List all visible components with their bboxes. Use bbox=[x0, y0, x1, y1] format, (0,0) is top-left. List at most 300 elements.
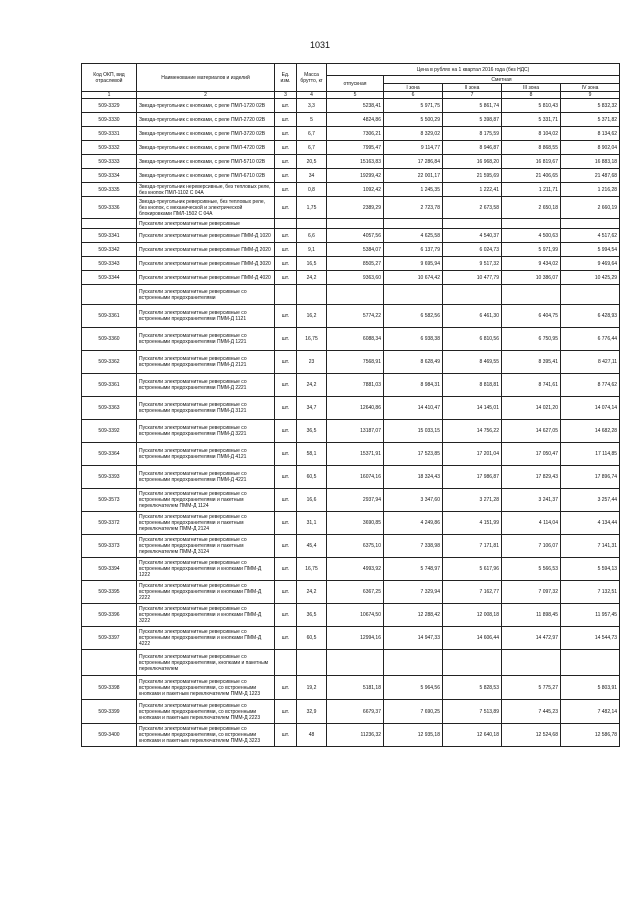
row-mass: 34 bbox=[297, 169, 327, 183]
row-price-zone2: 21 595,69 bbox=[443, 169, 502, 183]
row-price-zone2: 8 818,81 bbox=[443, 374, 502, 397]
row-price-zone3: 1 211,71 bbox=[502, 183, 561, 197]
table-row bbox=[82, 229, 620, 243]
row-price-zone1: 5 964,56 bbox=[384, 676, 443, 700]
row-price-zone2: 14 756,22 bbox=[443, 420, 502, 443]
row-price-release: 13187,07 bbox=[327, 420, 384, 443]
col-header-zone1: I зона bbox=[384, 84, 443, 92]
row-code bbox=[82, 650, 137, 676]
row-price-zone4: 11 957,45 bbox=[561, 604, 620, 627]
row-price-zone4 bbox=[561, 650, 620, 676]
row-name: Пускатели электромагнитные реверсивные ПММ-Д 3020 bbox=[137, 257, 275, 271]
row-unit: шт. bbox=[275, 155, 297, 169]
row-mass: 31,1 bbox=[297, 512, 327, 535]
row-price-release: 5238,41 bbox=[327, 99, 384, 113]
row-code: 509-3362 bbox=[82, 351, 137, 374]
row-mass: 20,5 bbox=[297, 155, 327, 169]
col-header-zone4: IV зона bbox=[561, 84, 620, 92]
row-price-zone1 bbox=[384, 285, 443, 305]
row-price-zone3: 17 829,43 bbox=[502, 466, 561, 489]
row-code bbox=[82, 219, 137, 229]
row-code: 509-3395 bbox=[82, 581, 137, 604]
row-unit: шт. bbox=[275, 558, 297, 581]
row-price-zone4: 5 594,13 bbox=[561, 558, 620, 581]
row-mass: 36,5 bbox=[297, 604, 327, 627]
row-price-zone3: 6 404,75 bbox=[502, 305, 561, 328]
col-number: 2 bbox=[137, 92, 275, 99]
row-price-zone2: 4 151,99 bbox=[443, 512, 502, 535]
row-mass: 48 bbox=[297, 724, 327, 747]
row-mass: 16,75 bbox=[297, 558, 327, 581]
row-name: Пускатели электромагнитные реверсивные со встроенными предохранителями и кнопками ПММ-Д 3222 bbox=[137, 604, 275, 627]
table-row bbox=[82, 420, 620, 443]
row-name: Пускатели электромагнитные реверсивные со встроенными предохранителями bbox=[137, 285, 275, 305]
table-row bbox=[82, 581, 620, 604]
row-price-zone3: 7 097,32 bbox=[502, 581, 561, 604]
row-mass: 3,3 bbox=[297, 99, 327, 113]
row-price-release: 11236,32 bbox=[327, 724, 384, 747]
row-mass bbox=[297, 650, 327, 676]
row-code: 509-3393 bbox=[82, 466, 137, 489]
table-row bbox=[82, 99, 620, 113]
row-code: 509-3373 bbox=[82, 535, 137, 558]
row-price-zone1: 12 935,18 bbox=[384, 724, 443, 747]
row-unit: шт. bbox=[275, 489, 297, 512]
row-unit: шт. bbox=[275, 420, 297, 443]
row-price-zone3: 3 241,37 bbox=[502, 489, 561, 512]
row-price-release: 2389,29 bbox=[327, 197, 384, 219]
row-price-zone4: 7 141,31 bbox=[561, 535, 620, 558]
row-price-release bbox=[327, 219, 384, 229]
row-price-zone1: 14 947,33 bbox=[384, 627, 443, 650]
row-price-release: 10674,50 bbox=[327, 604, 384, 627]
row-code: 509-3398 bbox=[82, 676, 137, 700]
row-price-zone4: 4 134,44 bbox=[561, 512, 620, 535]
row-unit: шт. bbox=[275, 512, 297, 535]
row-name: Пускатели электромагнитные реверсивные со встроенными предохранителями и кнопками ПММ-Д 2222 bbox=[137, 581, 275, 604]
row-name: Пускатели электромагнитные реверсивные со встроенными предохранителями и кнопками ПММ-Д 1222 bbox=[137, 558, 275, 581]
row-price-zone1: 5 500,29 bbox=[384, 113, 443, 127]
row-price-zone1: 12 288,42 bbox=[384, 604, 443, 627]
row-code: 509-3360 bbox=[82, 328, 137, 351]
table-row bbox=[82, 113, 620, 127]
row-price-zone3: 12 524,68 bbox=[502, 724, 561, 747]
row-price-release: 2937,94 bbox=[327, 489, 384, 512]
row-price-zone2: 9 517,32 bbox=[443, 257, 502, 271]
table-row bbox=[82, 489, 620, 512]
section-row bbox=[82, 650, 620, 676]
row-unit: шт. bbox=[275, 627, 297, 650]
row-price-zone4: 14 682,28 bbox=[561, 420, 620, 443]
row-unit: шт. bbox=[275, 271, 297, 285]
table-row bbox=[82, 197, 620, 219]
row-code: 509-3361 bbox=[82, 305, 137, 328]
row-unit: шт. bbox=[275, 99, 297, 113]
row-price-zone1: 4 625,58 bbox=[384, 229, 443, 243]
row-unit: шт. bbox=[275, 700, 297, 724]
col-number: 6 bbox=[384, 92, 443, 99]
row-price-zone3: 2 650,18 bbox=[502, 197, 561, 219]
row-name: Пускатели электромагнитные реверсивные bbox=[137, 219, 275, 229]
row-name: Пускатели электромагнитные реверсивные со встроенными предохранителями ПММ-Д 2221 bbox=[137, 374, 275, 397]
table-body bbox=[82, 99, 620, 747]
row-price-zone2: 14 606,44 bbox=[443, 627, 502, 650]
row-unit: шт. bbox=[275, 397, 297, 420]
col-number: 1 bbox=[82, 92, 137, 99]
row-name: Пускатели электромагнитные реверсивные со встроенными предохранителями, кнопками и пакетным переключателем bbox=[137, 650, 275, 676]
row-price-zone3: 8 104,02 bbox=[502, 127, 561, 141]
row-price-zone4: 12 586,78 bbox=[561, 724, 620, 747]
row-name: Звезда-треугольник с кнопками, с реле ПМЛ-1720 02В bbox=[137, 99, 275, 113]
row-price-release: 4057,56 bbox=[327, 229, 384, 243]
col-header-name: Наименование материалов и изделий bbox=[137, 64, 275, 92]
row-name: Пускатели электромагнитные реверсивные со встроенными предохранителями и пакетным переключателем ПММ-Д 1124 bbox=[137, 489, 275, 512]
row-name: Пускатели электромагнитные реверсивные ПММ-Д 4020 bbox=[137, 271, 275, 285]
row-price-zone2: 1 222,41 bbox=[443, 183, 502, 197]
row-price-zone2: 8 946,87 bbox=[443, 141, 502, 155]
row-price-release: 6375,10 bbox=[327, 535, 384, 558]
row-mass: 16,75 bbox=[297, 328, 327, 351]
row-mass: 60,5 bbox=[297, 466, 327, 489]
row-price-zone2: 7 171,81 bbox=[443, 535, 502, 558]
row-price-release: 4993,92 bbox=[327, 558, 384, 581]
row-price-zone1: 7 690,25 bbox=[384, 700, 443, 724]
table-row bbox=[82, 512, 620, 535]
row-price-zone1 bbox=[384, 219, 443, 229]
row-price-zone3: 9 434,02 bbox=[502, 257, 561, 271]
table-row bbox=[82, 305, 620, 328]
row-price-release bbox=[327, 650, 384, 676]
row-name: Пускатели электромагнитные реверсивные со встроенными предохранителями, со встроенными кнопками и пакетным переключателем ПММ-Д 2223 bbox=[137, 700, 275, 724]
row-unit: шт. bbox=[275, 113, 297, 127]
row-price-release: 1092,42 bbox=[327, 183, 384, 197]
row-price-zone2: 6 024,73 bbox=[443, 243, 502, 257]
row-code: 509-3336 bbox=[82, 197, 137, 219]
row-price-zone3: 14 021,20 bbox=[502, 397, 561, 420]
row-mass: 6,7 bbox=[297, 127, 327, 141]
row-price-zone1: 15 033,15 bbox=[384, 420, 443, 443]
row-name: Пускатели электромагнитные реверсивные со встроенными предохранителями ПММ-Д 3221 bbox=[137, 420, 275, 443]
row-unit bbox=[275, 285, 297, 305]
row-name: Звезда-треугольник с кнопками, с реле ПМЛ-4720 02В bbox=[137, 141, 275, 155]
row-price-zone1: 9 114,77 bbox=[384, 141, 443, 155]
row-price-zone1: 8 984,31 bbox=[384, 374, 443, 397]
row-price-release bbox=[327, 285, 384, 305]
row-unit: шт. bbox=[275, 351, 297, 374]
row-unit: шт. bbox=[275, 257, 297, 271]
row-price-zone4: 3 257,44 bbox=[561, 489, 620, 512]
col-number: 8 bbox=[502, 92, 561, 99]
row-price-zone2: 6 810,56 bbox=[443, 328, 502, 351]
row-price-zone1: 7 329,94 bbox=[384, 581, 443, 604]
table-row bbox=[82, 328, 620, 351]
row-unit: шт. bbox=[275, 604, 297, 627]
col-header-mass: Масса брутто, кг bbox=[297, 64, 327, 92]
row-price-zone4: 6 776,44 bbox=[561, 328, 620, 351]
row-price-zone2 bbox=[443, 285, 502, 305]
row-price-zone4: 21 487,68 bbox=[561, 169, 620, 183]
row-mass: 24,2 bbox=[297, 581, 327, 604]
row-price-zone3: 14 627,05 bbox=[502, 420, 561, 443]
row-unit: шт. bbox=[275, 374, 297, 397]
row-price-zone2: 12 640,18 bbox=[443, 724, 502, 747]
row-code: 509-3396 bbox=[82, 604, 137, 627]
row-price-zone3: 16 819,67 bbox=[502, 155, 561, 169]
row-unit: шт. bbox=[275, 535, 297, 558]
row-price-zone2: 10 477,79 bbox=[443, 271, 502, 285]
row-price-release: 8505,27 bbox=[327, 257, 384, 271]
row-price-zone1: 22 001,17 bbox=[384, 169, 443, 183]
row-price-zone1: 1 245,35 bbox=[384, 183, 443, 197]
row-mass: 1,75 bbox=[297, 197, 327, 219]
row-mass: 60,5 bbox=[297, 627, 327, 650]
row-name: Звезда-треугольник реверсивные, без тепловых реле, без кнопок, с механической и электрической блокировками ПМЛ-1502 С 04А bbox=[137, 197, 275, 219]
page-number: 1031 bbox=[309, 40, 331, 50]
row-code bbox=[82, 285, 137, 305]
row-mass: 32,9 bbox=[297, 700, 327, 724]
row-price-release: 19299,42 bbox=[327, 169, 384, 183]
row-price-zone4 bbox=[561, 285, 620, 305]
row-price-release: 12994,16 bbox=[327, 627, 384, 650]
row-price-zone2: 16 968,20 bbox=[443, 155, 502, 169]
table-row bbox=[82, 604, 620, 627]
row-price-zone4: 17 114,85 bbox=[561, 443, 620, 466]
row-name: Звезда-треугольник с кнопками, с реле ПМЛ-2720 02В bbox=[137, 113, 275, 127]
row-price-zone3: 11 898,45 bbox=[502, 604, 561, 627]
table-row bbox=[82, 141, 620, 155]
row-price-zone2: 4 540,37 bbox=[443, 229, 502, 243]
row-price-zone3: 5 971,99 bbox=[502, 243, 561, 257]
row-mass: 45,4 bbox=[297, 535, 327, 558]
row-name: Пускатели электромагнитные реверсивные со встроенными предохранителями ПММ-Д 4221 bbox=[137, 466, 275, 489]
row-price-release: 7881,03 bbox=[327, 374, 384, 397]
row-price-zone2 bbox=[443, 219, 502, 229]
row-name: Пускатели электромагнитные реверсивные со встроенными предохранителями ПММ-Д 1121 bbox=[137, 305, 275, 328]
row-code: 509-3343 bbox=[82, 257, 137, 271]
row-unit bbox=[275, 219, 297, 229]
row-price-zone4: 16 883,18 bbox=[561, 155, 620, 169]
col-number: 7 bbox=[443, 92, 502, 99]
col-header-zone3: III зона bbox=[502, 84, 561, 92]
row-mass: 6,7 bbox=[297, 141, 327, 155]
row-mass: 24,2 bbox=[297, 374, 327, 397]
row-price-zone4: 9 469,64 bbox=[561, 257, 620, 271]
row-price-zone1: 14 410,47 bbox=[384, 397, 443, 420]
row-mass: 58,1 bbox=[297, 443, 327, 466]
row-price-zone4: 14 074,14 bbox=[561, 397, 620, 420]
row-code: 509-3334 bbox=[82, 169, 137, 183]
row-code: 509-3332 bbox=[82, 141, 137, 155]
row-price-zone4: 8 902,04 bbox=[561, 141, 620, 155]
row-name: Пускатели электромагнитные реверсивные со встроенными предохранителями, со встроенными кнопками и пакетным переключателем ПММ-Д 1223 bbox=[137, 676, 275, 700]
row-price-zone1: 9 695,94 bbox=[384, 257, 443, 271]
row-code: 509-3392 bbox=[82, 420, 137, 443]
row-mass: 6,6 bbox=[297, 229, 327, 243]
row-unit: шт. bbox=[275, 581, 297, 604]
price-table bbox=[81, 63, 620, 747]
row-price-zone2: 5 828,53 bbox=[443, 676, 502, 700]
row-unit: шт. bbox=[275, 141, 297, 155]
row-price-release: 6367,25 bbox=[327, 581, 384, 604]
col-header-zone2: II зона bbox=[443, 84, 502, 92]
row-name: Пускатели электромагнитные реверсивные со встроенными предохранителями и кнопками ПММ-Д 4222 bbox=[137, 627, 275, 650]
row-price-zone1: 8 329,02 bbox=[384, 127, 443, 141]
row-price-zone2: 8 175,59 bbox=[443, 127, 502, 141]
row-unit: шт. bbox=[275, 229, 297, 243]
row-price-zone2: 17 201,04 bbox=[443, 443, 502, 466]
col-number: 4 bbox=[297, 92, 327, 99]
col-header-unit: Ед. изм. bbox=[275, 64, 297, 92]
row-price-zone2: 5 861,74 bbox=[443, 99, 502, 113]
row-price-zone2 bbox=[443, 650, 502, 676]
row-price-zone3: 7 445,23 bbox=[502, 700, 561, 724]
row-name: Звезда-треугольник с кнопками, с реле ПМЛ-3720 02В bbox=[137, 127, 275, 141]
row-mass: 16,5 bbox=[297, 257, 327, 271]
row-code: 509-3399 bbox=[82, 700, 137, 724]
row-price-zone3: 5 566,53 bbox=[502, 558, 561, 581]
row-price-zone4: 10 425,29 bbox=[561, 271, 620, 285]
row-price-zone4: 8 134,62 bbox=[561, 127, 620, 141]
row-code: 509-3394 bbox=[82, 558, 137, 581]
row-price-zone4 bbox=[561, 219, 620, 229]
row-price-zone4: 4 517,62 bbox=[561, 229, 620, 243]
row-mass bbox=[297, 285, 327, 305]
row-price-zone2: 5 617,96 bbox=[443, 558, 502, 581]
table-row bbox=[82, 535, 620, 558]
row-price-zone3: 14 472,97 bbox=[502, 627, 561, 650]
row-name: Пускатели электромагнитные реверсивные со встроенными предохранителями ПММ-Д 3121 bbox=[137, 397, 275, 420]
row-price-zone3: 10 386,07 bbox=[502, 271, 561, 285]
row-name: Пускатели электромагнитные реверсивные со встроенными предохранителями и пакетным переключателем ПММ-Д 2124 bbox=[137, 512, 275, 535]
row-code: 509-3400 bbox=[82, 724, 137, 747]
row-price-zone3: 6 750,95 bbox=[502, 328, 561, 351]
row-name: Пускатели электромагнитные реверсивные со встроенными предохранителями ПММ-Д 2121 bbox=[137, 351, 275, 374]
row-mass: 23 bbox=[297, 351, 327, 374]
row-price-zone4: 14 544,73 bbox=[561, 627, 620, 650]
row-price-zone3 bbox=[502, 285, 561, 305]
row-price-zone4: 5 994,54 bbox=[561, 243, 620, 257]
row-price-zone1: 18 324,43 bbox=[384, 466, 443, 489]
row-price-zone2: 7 162,77 bbox=[443, 581, 502, 604]
table-row bbox=[82, 676, 620, 700]
row-mass: 0,8 bbox=[297, 183, 327, 197]
row-price-zone3: 8 395,41 bbox=[502, 351, 561, 374]
row-unit bbox=[275, 650, 297, 676]
row-code: 509-3364 bbox=[82, 443, 137, 466]
row-price-zone4: 17 896,74 bbox=[561, 466, 620, 489]
row-price-zone3: 5 775,27 bbox=[502, 676, 561, 700]
table-row bbox=[82, 397, 620, 420]
row-price-zone2: 12 008,18 bbox=[443, 604, 502, 627]
table-row bbox=[82, 700, 620, 724]
row-name: Пускатели электромагнитные реверсивные со встроенными предохранителями, со встроенными кнопками и пакетным переключателем ПММ-Д 3223 bbox=[137, 724, 275, 747]
row-name: Пускатели электромагнитные реверсивные со встроенными предохранителями ПММ-Д 4121 bbox=[137, 443, 275, 466]
row-price-zone1: 3 347,60 bbox=[384, 489, 443, 512]
row-mass: 34,7 bbox=[297, 397, 327, 420]
row-price-zone4: 8 774,62 bbox=[561, 374, 620, 397]
row-name: Звезда-треугольник с кнопками, с реле ПМЛ-5710 02В bbox=[137, 155, 275, 169]
row-price-zone2: 17 986,87 bbox=[443, 466, 502, 489]
row-code: 509-3330 bbox=[82, 113, 137, 127]
col-header-estimate: Сметная bbox=[384, 76, 620, 84]
row-unit: шт. bbox=[275, 305, 297, 328]
row-price-zone1: 8 628,49 bbox=[384, 351, 443, 374]
row-unit: шт. bbox=[275, 466, 297, 489]
row-price-release: 7306,21 bbox=[327, 127, 384, 141]
row-price-zone4: 5 832,32 bbox=[561, 99, 620, 113]
row-code: 509-3372 bbox=[82, 512, 137, 535]
row-code: 509-3363 bbox=[82, 397, 137, 420]
row-mass: 16,6 bbox=[297, 489, 327, 512]
row-price-zone2: 5 398,87 bbox=[443, 113, 502, 127]
row-price-zone4: 1 216,28 bbox=[561, 183, 620, 197]
row-name: Пускатели электромагнитные реверсивные ПММ-Д 1020 bbox=[137, 229, 275, 243]
row-price-release: 3690,85 bbox=[327, 512, 384, 535]
row-price-zone3: 7 106,07 bbox=[502, 535, 561, 558]
row-price-zone3: 8 741,61 bbox=[502, 374, 561, 397]
row-price-zone2: 2 673,58 bbox=[443, 197, 502, 219]
row-price-zone3 bbox=[502, 650, 561, 676]
row-mass: 19,2 bbox=[297, 676, 327, 700]
row-price-zone1: 6 137,79 bbox=[384, 243, 443, 257]
row-unit: шт. bbox=[275, 183, 297, 197]
row-price-zone4: 8 427,11 bbox=[561, 351, 620, 374]
row-price-zone3: 17 050,47 bbox=[502, 443, 561, 466]
table-row bbox=[82, 466, 620, 489]
row-unit: шт. bbox=[275, 243, 297, 257]
row-name: Звезда-треугольник с кнопками, с реле ПМЛ-6710 02В bbox=[137, 169, 275, 183]
col-header-price-group: Цена в рублях на 1 квартал 2016 года (без НДС) bbox=[327, 64, 620, 76]
row-price-zone1: 5 971,75 bbox=[384, 99, 443, 113]
row-price-release: 6679,37 bbox=[327, 700, 384, 724]
row-mass: 5 bbox=[297, 113, 327, 127]
row-unit: шт. bbox=[275, 328, 297, 351]
table-row bbox=[82, 271, 620, 285]
col-header-code: Код ОКП, вид отраслевой bbox=[82, 64, 137, 92]
row-price-zone4: 5 803,91 bbox=[561, 676, 620, 700]
col-number: 5 bbox=[327, 92, 384, 99]
row-price-zone3: 4 500,63 bbox=[502, 229, 561, 243]
row-price-release: 7568,91 bbox=[327, 351, 384, 374]
row-price-zone1: 6 938,38 bbox=[384, 328, 443, 351]
row-name: Пускатели электромагнитные реверсивные со встроенными предохранителями и пакетным переключателем ПММ-Д 3124 bbox=[137, 535, 275, 558]
row-price-zone1: 5 748,97 bbox=[384, 558, 443, 581]
row-price-release: 5384,07 bbox=[327, 243, 384, 257]
row-price-zone4: 2 660,19 bbox=[561, 197, 620, 219]
row-price-release: 5181,18 bbox=[327, 676, 384, 700]
row-price-zone2: 14 145,01 bbox=[443, 397, 502, 420]
row-price-release: 15163,83 bbox=[327, 155, 384, 169]
row-price-zone3: 21 406,65 bbox=[502, 169, 561, 183]
row-code: 509-3573 bbox=[82, 489, 137, 512]
table-row bbox=[82, 243, 620, 257]
row-price-release: 9363,60 bbox=[327, 271, 384, 285]
table-row bbox=[82, 627, 620, 650]
table-row bbox=[82, 169, 620, 183]
table-row bbox=[82, 257, 620, 271]
table-row bbox=[82, 127, 620, 141]
row-price-zone4: 7 482,14 bbox=[561, 700, 620, 724]
row-price-zone3: 5 810,43 bbox=[502, 99, 561, 113]
row-unit: шт. bbox=[275, 443, 297, 466]
row-price-zone3 bbox=[502, 219, 561, 229]
row-code: 509-3361 bbox=[82, 374, 137, 397]
row-code: 509-3333 bbox=[82, 155, 137, 169]
row-price-zone1: 17 523,85 bbox=[384, 443, 443, 466]
row-name: Пускатели электромагнитные реверсивные со встроенными предохранителями ПММ-Д 1221 bbox=[137, 328, 275, 351]
row-unit: шт. bbox=[275, 127, 297, 141]
row-mass: 9,1 bbox=[297, 243, 327, 257]
